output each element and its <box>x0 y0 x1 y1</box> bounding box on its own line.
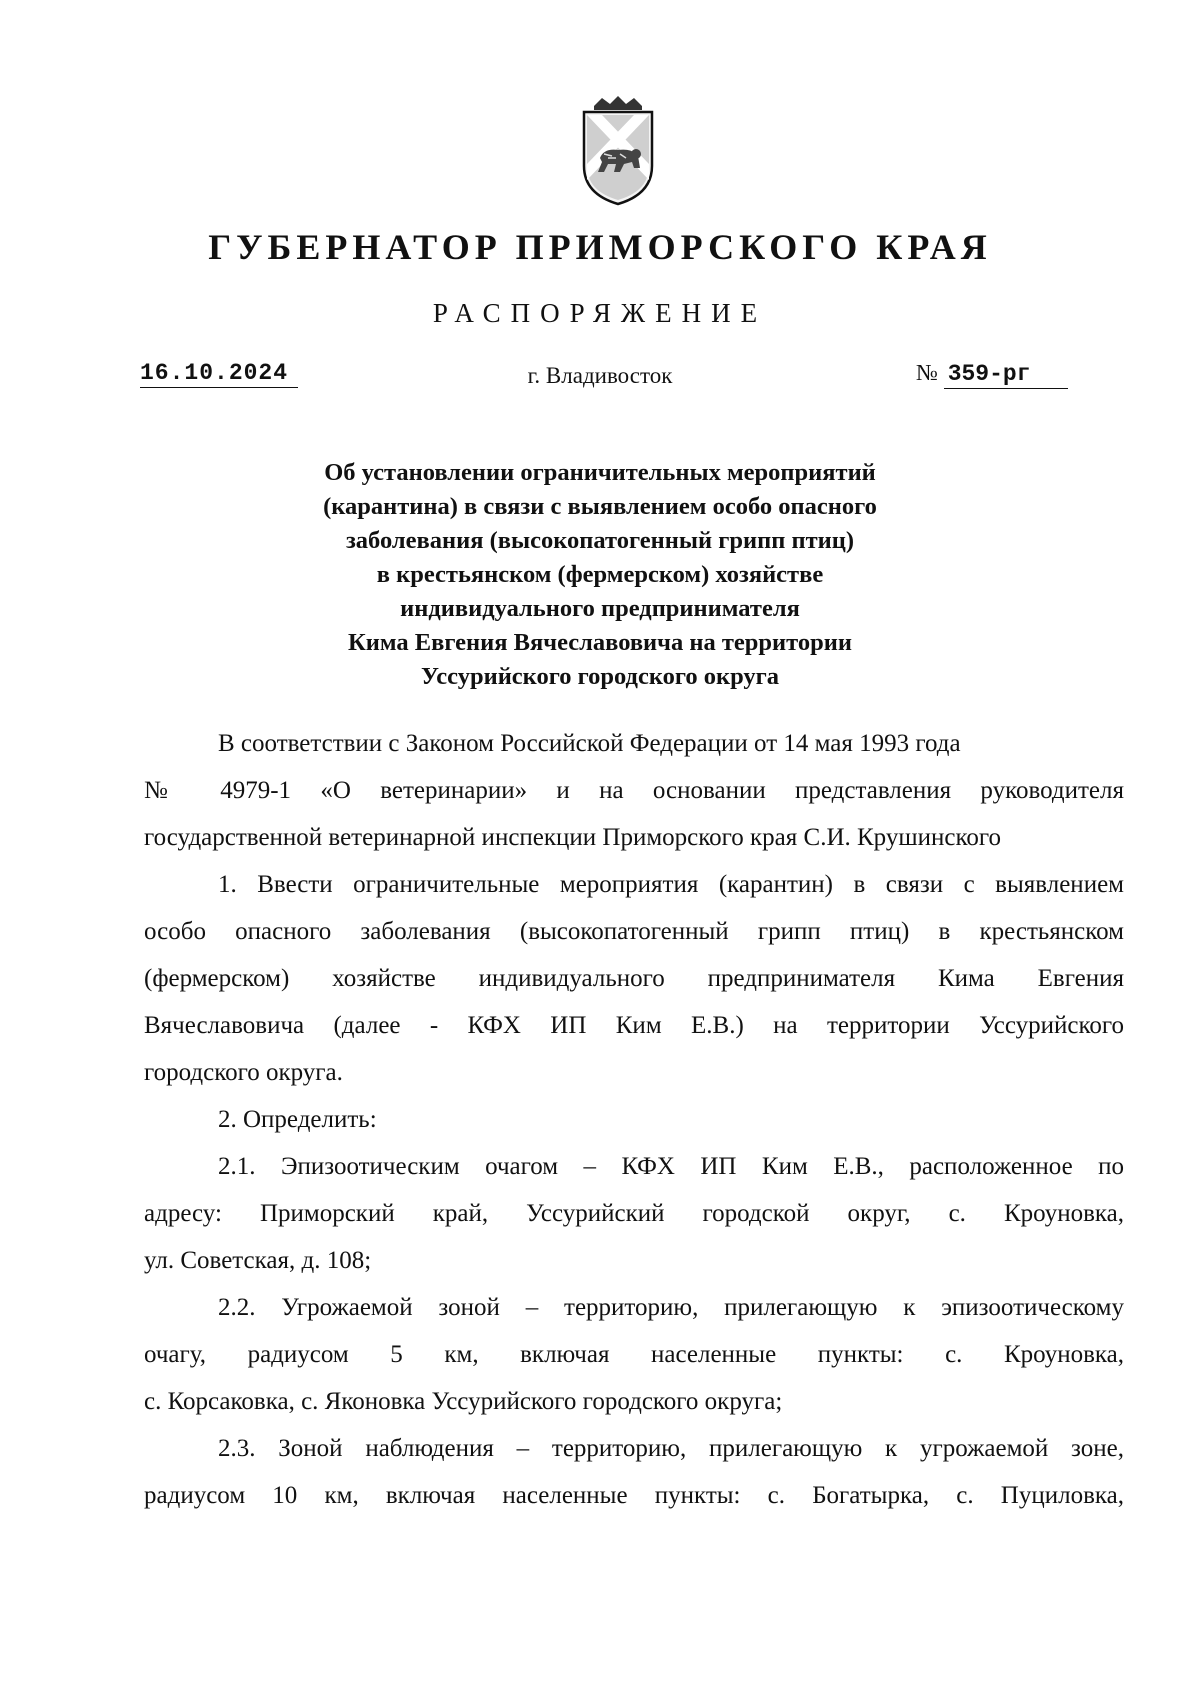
number-value: 359-рг <box>944 361 1068 389</box>
document-number <box>916 360 1068 389</box>
body-line: 2.1. Эпизоотическим очагом – КФХ ИП Ким Е.В., расположенное по <box>218 1153 1124 1180</box>
number-sign: № <box>916 360 938 385</box>
body-line: Вячеславовича (далее - КФХ ИП Ким Е.В.) на территории Уссурийского <box>144 1012 1124 1039</box>
body-line: радиусом 10 км, включая населенные пункты: с. Богатырка, с. Пуциловка, <box>144 1482 1124 1509</box>
title-line: Кима Евгения Вячеславовича на территории <box>348 629 852 656</box>
body-line: ул. Советская, д. 108; <box>144 1247 372 1274</box>
document-title <box>200 456 1000 694</box>
body-line: 2.3. Зоной наблюдения – территорию, прилегающую к угрожаемой зоне, <box>218 1435 1124 1462</box>
body-line: № 4979-1 «О ветеринарии» и на основании представления руководителя <box>144 777 1124 804</box>
title-line: в крестьянском (фермерском) хозяйстве <box>376 561 824 588</box>
body-line: 1. Ввести ограничительные мероприятия (карантин) в связи с выявлением <box>218 871 1124 898</box>
body-line: В соответствии с Законом Российской Федерации от 14 мая 1993 года <box>218 730 961 757</box>
body-line: с. Корсаковка, с. Яконовка Уссурийского городского округа; <box>144 1388 783 1415</box>
authority-title: ГУБЕРНАТОР ПРИМОРСКОГО КРАЯ <box>208 227 992 267</box>
coat-of-arms-icon <box>574 96 662 208</box>
body-line: особо опасного заболевания (высокопатогенный грипп птиц) в крестьянском <box>144 918 1124 945</box>
title-line: Об установлении ограничительных мероприятий <box>324 459 876 486</box>
document-city: г. Владивосток <box>527 363 673 388</box>
title-line: индивидуального предпринимателя <box>400 595 800 622</box>
title-line: (карантина) в связи с выявлением особо опасного <box>323 493 877 520</box>
title-line: Уссурийского городского округа <box>420 663 780 690</box>
body-line: адресу: Приморский край, Уссурийский городской округ, с. Кроуновка, <box>144 1200 1124 1227</box>
body-line: государственной ветеринарной инспекции Приморского края С.И. Крушинского <box>144 824 1001 851</box>
document-type: РАСПОРЯЖЕНИЕ <box>432 298 768 328</box>
body-line: очагу, радиусом 5 км, включая населенные пункты: с. Кроуновка, <box>144 1341 1124 1368</box>
body-line: 2. Определить: <box>218 1106 377 1133</box>
document-date: 16.10.2024 <box>140 360 298 388</box>
body-line: городского округа. <box>144 1059 343 1086</box>
body-line: (фермерском) хозяйстве индивидуального предпринимателя Кима Евгения <box>144 965 1124 992</box>
body-line: 2.2. Угрожаемой зоной – территорию, прилегающую к эпизоотическому <box>218 1294 1124 1321</box>
title-line: заболевания (высокопатогенный грипп птиц) <box>345 527 855 554</box>
